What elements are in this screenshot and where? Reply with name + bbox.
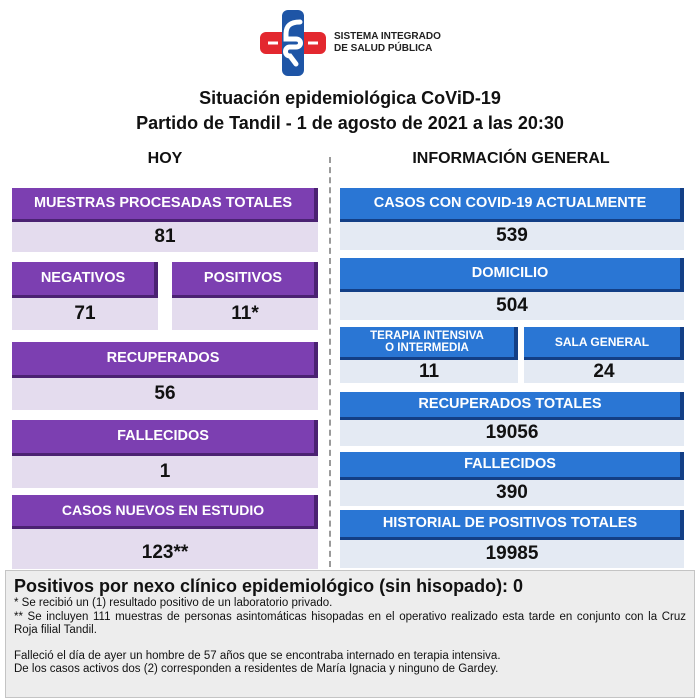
historial-card (340, 510, 684, 568)
muestras-card (12, 188, 318, 252)
sala-general-card (524, 327, 684, 383)
recuperados-totales-label: RECUPERADOS TOTALES (340, 392, 684, 420)
terapia-label-line2: O INTERMEDIA (385, 342, 469, 354)
recuperados-label: RECUPERADOS (12, 342, 318, 378)
positivos-card (172, 262, 318, 330)
fallecidos-total-card (340, 452, 684, 506)
casos-nuevos-label: CASOS NUEVOS EN ESTUDIO (12, 495, 318, 529)
recuperados-totales-card (340, 392, 684, 446)
fallecidos-hoy-card (12, 420, 318, 488)
muestras-label: MUESTRAS PROCESADAS TOTALES (12, 188, 318, 222)
footer-headline: Positivos por nexo clínico epidemiológico (sin hisopado): 0 (14, 576, 524, 596)
casos-actuales-value: 539 (340, 222, 684, 250)
logo (258, 8, 458, 78)
terapia-label (340, 327, 518, 360)
domicilio-card (340, 258, 684, 320)
positivos-label: POSITIVOS (172, 262, 318, 298)
casos-nuevos-card (12, 495, 318, 569)
casos-nuevos-value: 123** (12, 529, 318, 569)
fallecidos-total-label: FALLECIDOS (340, 452, 684, 480)
page-subtitle: Partido de Tandil - 1 de agosto de 2021 a las 20:30 (136, 113, 564, 133)
recuperados-value: 56 (12, 378, 318, 410)
footer-note-3: Falleció el día de ayer un hombre de 57 años que se encontraba internado en terapia intensiva. (14, 649, 501, 662)
footer-note-1: * Se recibió un (1) resultado positivo de un laboratorio privado. (14, 597, 333, 609)
sala-general-value: 24 (524, 360, 684, 383)
page-title: Situación epidemiológica CoViD-19 (199, 88, 501, 108)
hoy-heading: HOY (147, 150, 183, 167)
column-divider (329, 157, 331, 567)
terapia-value: 11 (340, 360, 518, 383)
historial-value: 19985 (340, 540, 684, 568)
cross-logo-icon (258, 8, 328, 78)
sala-general-label: SALA GENERAL (524, 327, 684, 360)
fallecidos-hoy-label: FALLECIDOS (12, 420, 318, 456)
negativos-card (12, 262, 158, 330)
casos-actuales-card (340, 188, 684, 250)
muestras-value: 81 (12, 222, 318, 252)
logo-text (334, 31, 441, 55)
terapia-label-line1: TERAPIA INTENSIVA (370, 329, 484, 342)
logo-line2: DE SALUD PÚBLICA (334, 43, 433, 54)
historial-label: HISTORIAL DE POSITIVOS TOTALES (340, 510, 684, 540)
footer-note-2: ** Se incluyen 111 muestras de personas asintomáticas hisopadas en el operativo realizado esta tarde en conjunto con la Cruz Roja filial Tandil. (14, 610, 686, 636)
recuperados-card (12, 342, 318, 410)
negativos-label: NEGATIVOS (12, 262, 158, 298)
terapia-card (340, 327, 518, 383)
footer-notes (5, 570, 695, 698)
footer-note-4: De los casos activos dos (2) corresponden a residentes de María Ignacia y ninguno de Gardey. (14, 663, 499, 675)
positivos-value: 11* (172, 298, 318, 330)
casos-actuales-label: CASOS CON COVID-19 ACTUALMENTE (340, 188, 684, 222)
logo-line1: SISTEMA INTEGRADO (334, 31, 441, 42)
info-heading: INFORMACIÓN GENERAL (412, 150, 610, 167)
fallecidos-total-value: 390 (340, 480, 684, 506)
fallecidos-hoy-value: 1 (12, 456, 318, 488)
domicilio-label: DOMICILIO (340, 258, 684, 292)
domicilio-value: 504 (340, 292, 684, 320)
negativos-value: 71 (12, 298, 158, 330)
recuperados-totales-value: 19056 (340, 420, 684, 446)
